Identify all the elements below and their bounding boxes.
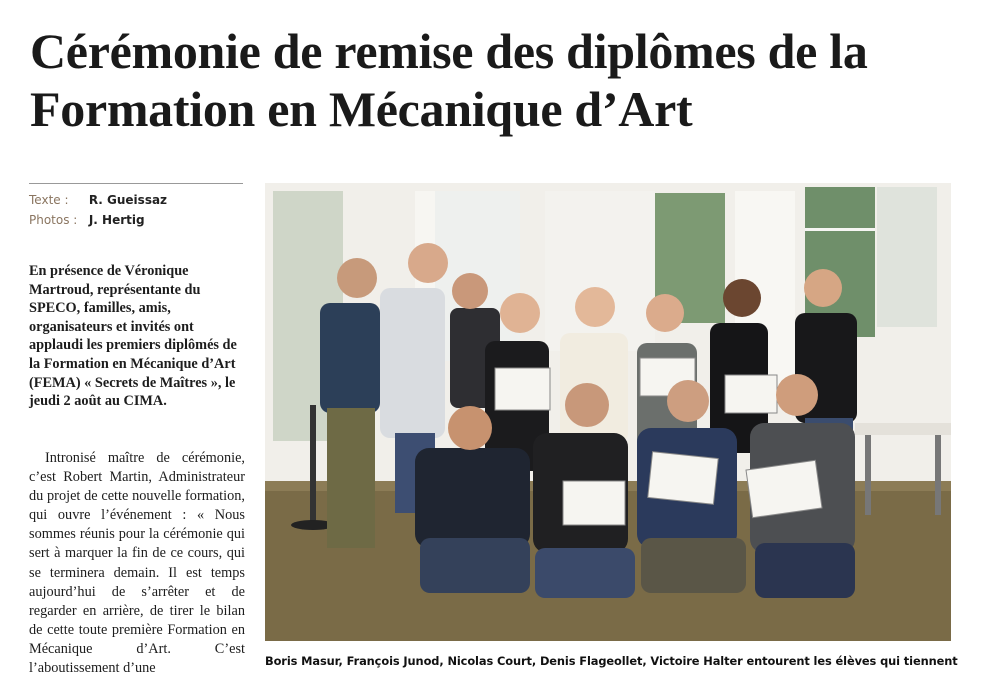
credits xyxy=(29,183,243,230)
credit-text-row xyxy=(29,190,243,210)
article-lead: En présence de Véronique Martroud, représentante du SPECO, familles, amis, organisateurs et invités ont applaudi les premiers diplômés de la Formation en Mécanique d’Art (FEMA) « Secrets de Maîtres », le jeudi 2 août au CIMA. xyxy=(29,263,237,410)
credit-text-label: Texte : xyxy=(29,193,69,207)
credit-photo-label: Photos : xyxy=(29,213,78,227)
photo-caption: Boris Masur, François Junod, Nicolas Court, Denis Flageollet, Victoire Halter entourent les élèves qui tiennent xyxy=(265,654,958,668)
group-photo xyxy=(265,183,951,641)
group-photo-illustration xyxy=(265,183,951,641)
article-body: Intronisé maître de cérémonie, c’est Robert Martin, Administrateur du projet de cette nouvelle formation, qui ouvre l’événement : « Nous sommes réunis pour la cérémonie qui sert à marquer la fin de ce cours, qui se terminera demain. Il est temps aujourd’hui de s’arrêter et de regarder en arrière, de tirer le bilan de cette toute première Formation en Mécanique d’Art. C’est l’aboutissement d’une xyxy=(29,450,245,675)
credit-photo-author: J. Hertig xyxy=(88,213,145,227)
credit-photo-row xyxy=(29,210,243,230)
credit-text-author: R. Gueissaz xyxy=(88,193,168,207)
article-title: Cérémonie de remise des diplômes de la Formation en Mécanique d’Art xyxy=(30,23,868,137)
